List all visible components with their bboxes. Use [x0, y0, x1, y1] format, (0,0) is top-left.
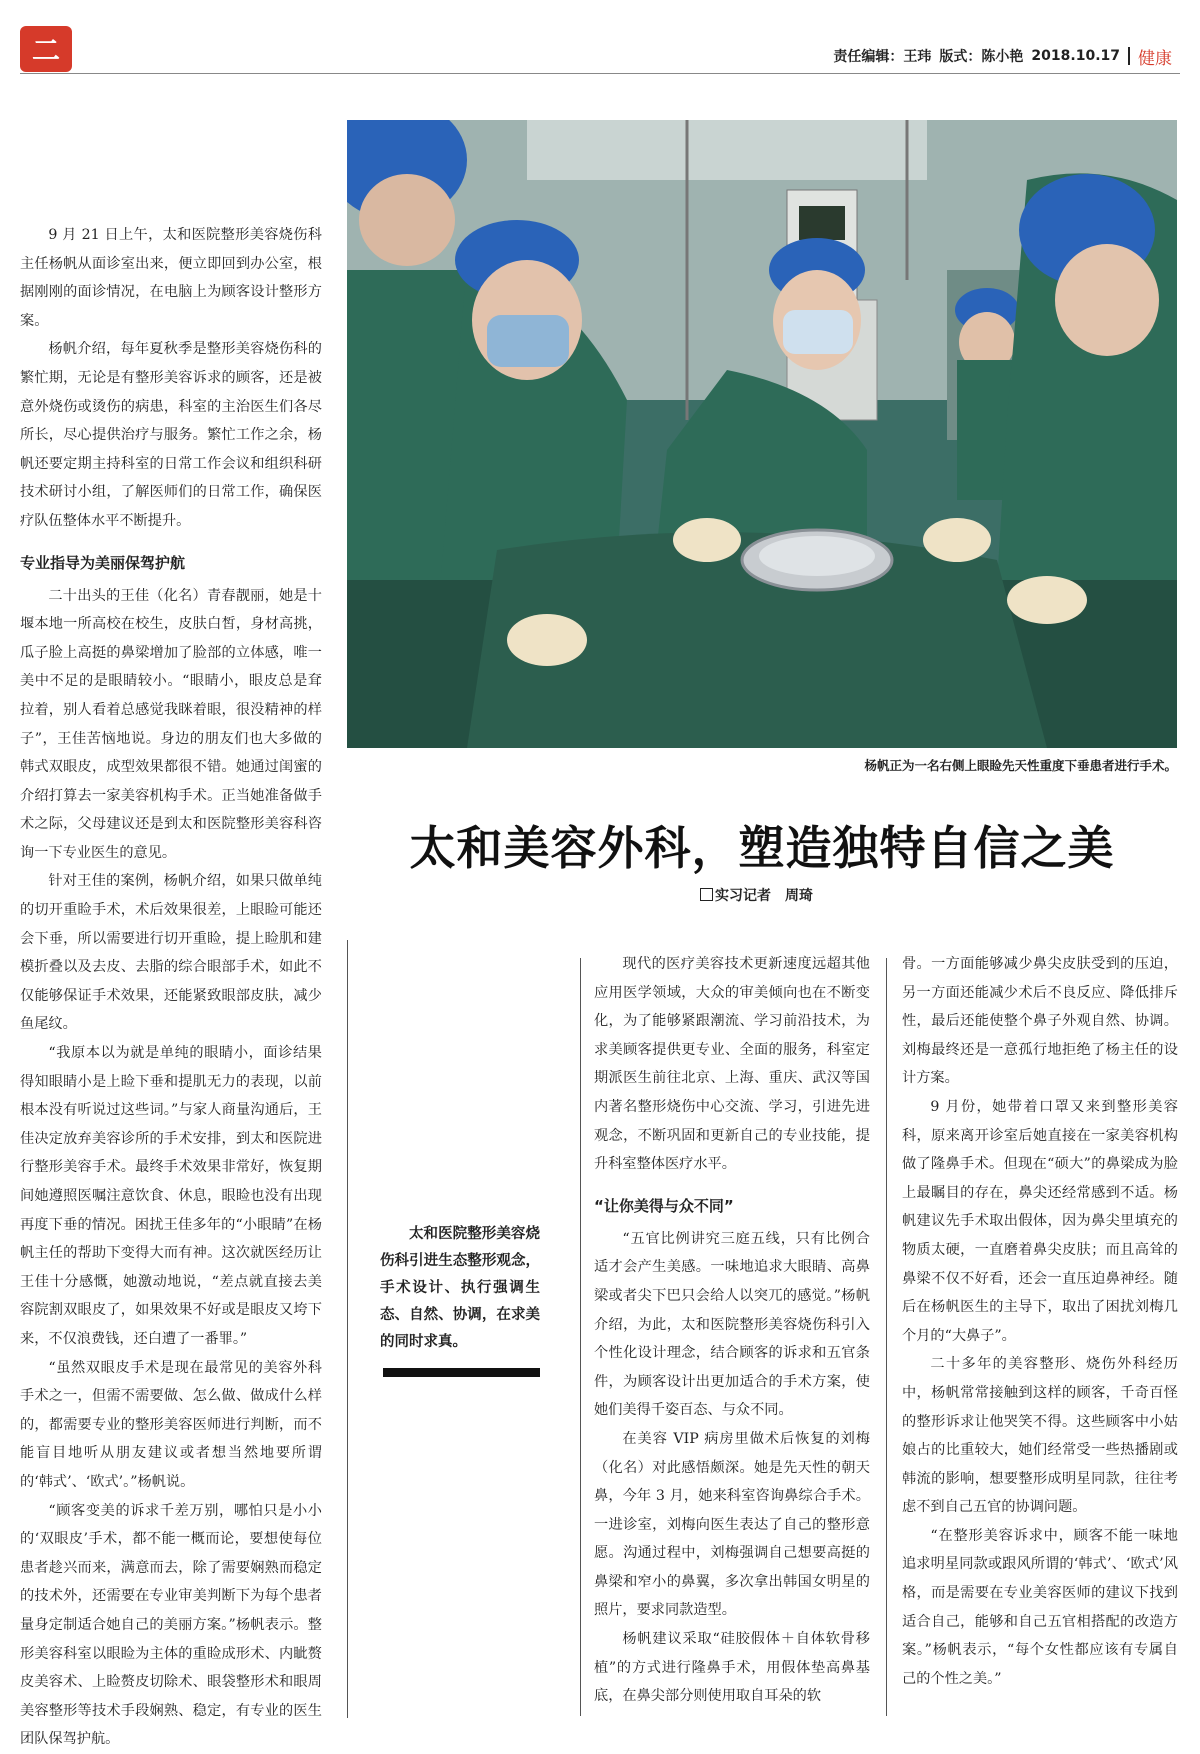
paragraph: 二十出头的王佳（化名）青春靓丽，她是十堰本地一所高校在校生，皮肤白皙，身材高挑，瓜子脸上高挺的鼻梁增加了脸部的立体感，唯一美中不足的是眼睛较小。“眼睛小，眼皮总是耷拉着，别人看着总感觉我眯着眼，很没精神的样子”，王佳苦恼地说。身边的朋友们也大多做的韩式双眼皮，成型效果都很不错。她通过闺蜜的介绍打算去一家美容机构手术。正当她准备做手术之际，父母建议还是到太和医院整形美容科咨询一下专业医生的意见。: [20, 587, 322, 861]
issue-date: 2018.10.17: [1031, 48, 1120, 64]
paragraph: 二十多年的美容整形、烧伤外科经历中，杨帆常常接触到这样的顾客，千奇百怪的整形诉求让他哭笑不得。这些顾客中小姑娘占的比重较大，她们经常受一些热播剧或韩流的影响，想要整形成明星同款，往往考虑不到自己五官的协调问题。: [902, 1356, 1178, 1516]
paragraph: “在整形美容诉求中，顾客不能一味地追求明星同款或跟风所谓的‘韩式’、‘欧式’风格，而是需要在专业美容医师的建议下找到适合自己，能够和自己五官相搭配的改造方案。”杨帆表示，“每个女性都应该有专属自己的个性之美。”: [902, 1527, 1178, 1687]
article-column-4: [902, 950, 1178, 1693]
column-divider: [886, 958, 887, 1716]
layout-credit: 版式：陈小艳: [939, 49, 1024, 65]
page-header: [833, 44, 1172, 68]
header-divider: [1128, 47, 1130, 65]
paragraph: 9 月 21 日上午，太和医院整形美容烧伤科主任杨帆从面诊室出来，便立即回到办公室，根据刚刚的面诊情况，在电脑上为顾客设计整形方案。: [20, 227, 322, 329]
photo-caption: 杨帆正为一名右侧上眼睑先天性重度下垂患者进行手术。: [864, 758, 1177, 773]
paragraph: “顾客变美的诉求千差万别，哪怕只是小小的‘双眼皮’手术，都不能一概而论，要想使每位患者趁兴而来，满意而去，除了需要娴熟而稳定的技术外，还需要在专业审美判断下为每个患者量身定制适合她自己的美丽方案。”杨帆表示。整形美容科室以眼睑为主体的重睑成形术、内眦赘皮美容术、上睑赘皮切除术、眼袋整形术和眼周美容整形等技术手段娴熟、稳定，有专业的医生团队保驾护航。: [20, 1502, 322, 1748]
article-title: 太和美容外科，塑造独特自信之美: [409, 821, 1115, 875]
article-byline: [700, 885, 813, 905]
page-number-badge: 二: [20, 26, 72, 72]
paragraph: 杨帆介绍，每年夏秋季是整形美容烧伤科的繁忙期，无论是有整形美容诉求的顾客，还是被意外烧伤或烫伤的病患，科室的主治医生们各尽所长，尽心提供治疗与服务。繁忙工作之余，杨帆还要定期主持科室的日常工作会议和组织科研技术研讨小组，了解医师们的日常工作，确保医疗队伍整体水平不断提升。: [20, 341, 322, 529]
column-divider: [347, 940, 348, 1718]
subheading: “让你美得与众不同”: [594, 1196, 734, 1215]
surgery-photo: [347, 120, 1177, 748]
subheading: 专业指导为美丽保驾护航: [20, 553, 186, 572]
paragraph-continued: 骨。一方面能够减少鼻尖皮肤受到的压迫，另一方面还能减少术后不良反应、降低排斥性，最后还能使整个鼻子外观自然、协调。刘梅最终还是一意孤行地拒绝了杨主任的设计方案。: [902, 956, 1178, 1087]
pull-quote-bar: [383, 1368, 540, 1377]
paragraph: 杨帆建议采取“硅胶假体＋自体软骨移植”的方式进行隆鼻手术，用假体垫高鼻基底，在鼻尖部分则使用取自耳朵的软: [594, 1631, 870, 1705]
section-name: 健康: [1138, 48, 1172, 69]
article-column-3: [594, 950, 870, 1711]
paragraph: 现代的医疗美容技术更新速度远超其他应用医学领域，大众的审美倾向也在不断变化，为了能够紧跟潮流、学习前沿技术，为求美顾客提供更专业、全面的服务，科室定期派医生前往北京、上海、重庆、武汉等国内著名整形烧伤中心交流、学习，引进先进观念，不断巩固和更新自己的专业技能，提升科室整体医疗水平。: [594, 956, 870, 1173]
editor-credit: 责任编辑：王玮: [833, 49, 932, 65]
pull-quote-text: 太和医院整形美容烧伤科引进生态整形观念，手术设计、执行强调生态、自然、协调，在求美的同时求真。: [380, 1225, 540, 1350]
article-column-1: [20, 221, 322, 1754]
paragraph: 9 月份，她带着口罩又来到整形美容科，原来离开诊室后她直接在一家美容机构做了隆鼻手术。但现在“硕大”的鼻梁成为脸上最瞩目的存在，鼻尖还经常感到不适。杨帆建议先手术取出假体，因为鼻尖里填充的物质太硬，一直磨着鼻尖皮肤；而且高耸的鼻梁不仅不好看，还会一直压迫鼻神经。随后在杨帆医生的主导下，取出了困扰刘梅几个月的“大鼻子”。: [902, 1098, 1178, 1344]
paragraph: “虽然双眼皮手术是现在最常见的美容外科手术之一，但需不需要做、怎么做、做成什么样的，都需要专业的整形美容医师进行判断，而不能盲目地听从朋友建议或者想当然地要所谓的‘韩式’、‘欧式’。”杨帆说。: [20, 1359, 322, 1490]
paragraph: 在美容 VIP 病房里做术后恢复的刘梅（化名）对此感悟颇深。她是先天性的朝天鼻，今年 3 月，她来科室咨询鼻综合手术。一进诊室，刘梅向医生表达了自己的整形意愿。沟通过程中，刘梅强调自己想要高挺的鼻梁和窄小的鼻翼，多次拿出韩国女明星的照片，要求同款造型。: [594, 1430, 870, 1619]
surgery-photo-illustration: [347, 120, 1177, 748]
paragraph: “我原本以为就是单纯的眼睛小，面诊结果得知眼睛小是上睑下垂和提肌无力的表现，以前根本没有听说过这些词。”与家人商量沟通后，王佳决定放弃美容诊所的手术安排，到太和医院进行整形美容手术。最终手术效果非常好，恢复期间她遵照医嘱注意饮食、休息，眼睑也没有出现再度下垂的情况。困扰王佳多年的“小眼睛”在杨帆主任的帮助下变得大而有神。这次就医经历让王佳十分感慨，她激动地说，“差点就直接去美容院割双眼皮了，如果效果不好或是眼皮又垮下来，不仅浪费钱，还白遭了一番罪。”: [20, 1045, 322, 1347]
paragraph: 针对王佳的案例，杨帆介绍，如果只做单纯的切开重睑手术，术后效果很差，上眼睑可能还会下垂，所以需要进行切开重睑，提上睑肌和建模折叠以及去皮、去脂的综合眼部手术，如此不仅能够保证手术效果，还能紧致眼部皮肤，减少鱼尾纹。: [20, 873, 322, 1033]
pull-quote: [380, 1220, 540, 1355]
paragraph: “五官比例讲究三庭五线，只有比例合适才会产生美感。一味地追求大眼睛、高鼻梁或者尖下巴只会给人以突兀的感觉。”杨帆介绍，为此，太和医院整形美容烧伤科引入个性化设计理念，结合顾客的诉求和五官条件，为顾客设计出更加适合的手术方案，使她们美得千姿百态、与众不同。: [594, 1230, 870, 1419]
header-rule: [20, 73, 1180, 74]
column-divider: [580, 958, 581, 1716]
byline-text: 实习记者 周琦: [715, 888, 813, 904]
byline-box-icon: [700, 888, 713, 901]
